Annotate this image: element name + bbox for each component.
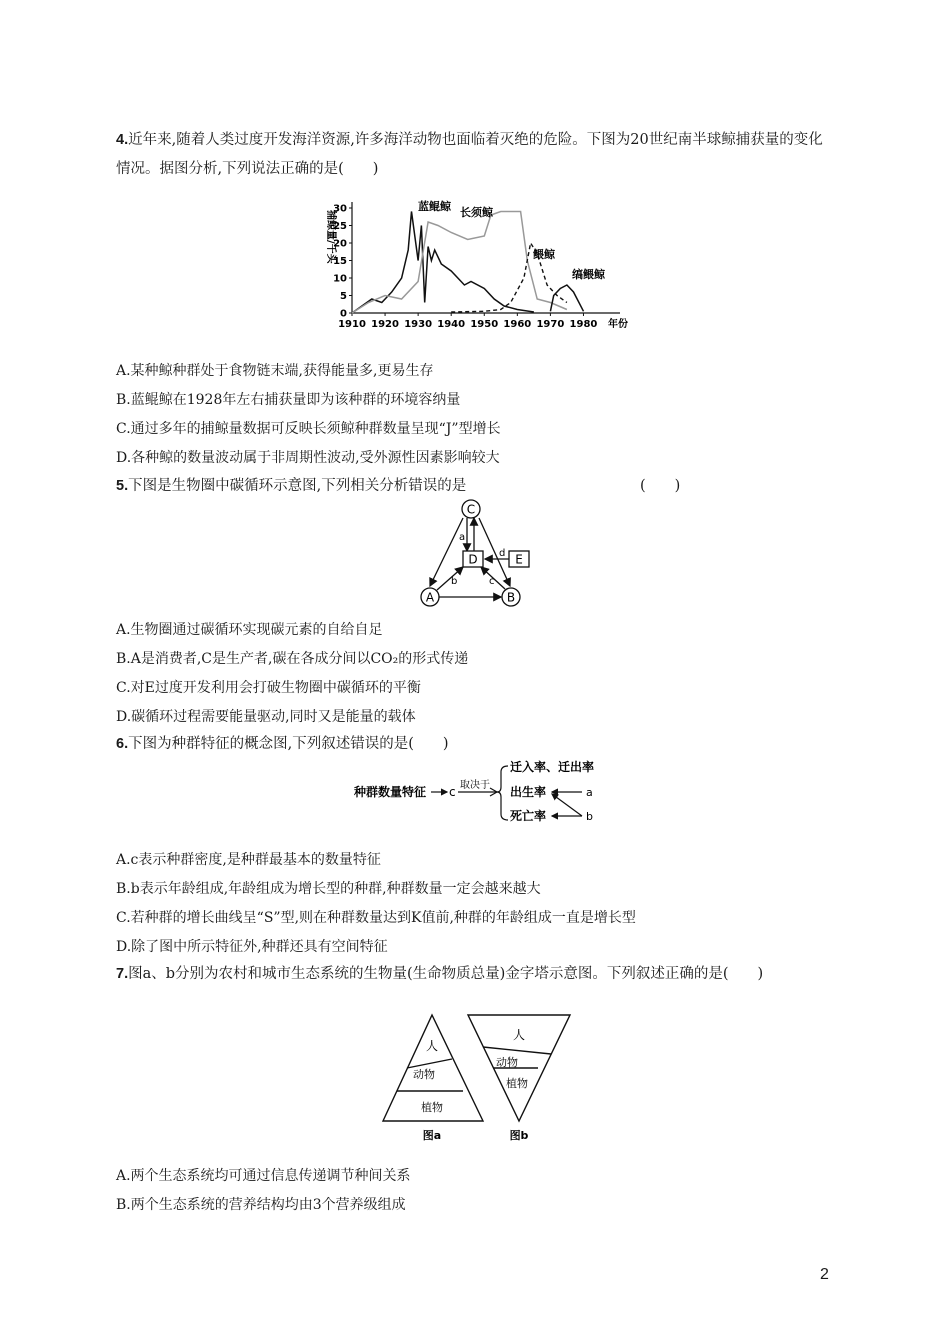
biomass-pyramids — [375, 1010, 580, 1150]
b-label: b — [586, 810, 593, 823]
pyramid-a-animal: 动物 — [413, 1068, 435, 1081]
question-stem: 图a、b分别为农村和城市生态系统的生物量(生命物质总量)金字塔示意图。下列叙述正确的是( ) — [128, 966, 764, 982]
question-6 — [116, 730, 836, 759]
y-tick-label: 20 — [333, 238, 347, 250]
arrow-c-to-a — [430, 518, 466, 586]
node-b-label: B — [506, 590, 516, 605]
x-tick-label: 1960 — [503, 319, 532, 330]
q6-option-a[interactable]: A.c表示种群密度,是种群最基本的数量特征 — [116, 852, 381, 868]
population-feature-label: 种群数量特征 — [354, 785, 427, 799]
pyramid-a-human: 人 — [425, 1039, 439, 1053]
x-tick-label: 1980 — [569, 319, 598, 330]
question-number: 6. — [116, 736, 129, 752]
q4-option-c[interactable]: C.通过多年的捕鲸量数据可反映长须鲸种群数量呈现“J”型增长 — [116, 421, 501, 437]
q5-option-c[interactable]: C.对E过度开发利用会打破生物圈中碳循环的平衡 — [116, 680, 421, 696]
series-annotation: 鳂鲸 — [533, 248, 555, 261]
migration-rate-label: 迁入率、迁出率 — [510, 760, 595, 774]
q7-option-a[interactable]: A.两个生态系统均可通过信息传递调节种间关系 — [116, 1168, 411, 1184]
question-4 — [116, 126, 836, 184]
answer-paren: ( ) — [640, 478, 681, 494]
y-axis-label: 捕鲸量/千头 — [325, 210, 336, 264]
question-5 — [116, 472, 836, 501]
question-7 — [116, 960, 836, 989]
series-annotation: 蓝鲲鲸 — [418, 200, 451, 213]
node-e-label: E — [515, 552, 523, 567]
q6-option-b[interactable]: B.b表示年龄组成,年龄组成为增长型的种群,种群数量一定会越来越大 — [116, 881, 541, 897]
series-line-3 — [550, 285, 583, 311]
whale-catch-chart — [325, 196, 640, 341]
series-line-1 — [352, 212, 567, 314]
q7-option-b[interactable]: B.两个生态系统的营养结构均由3个营养级组成 — [116, 1197, 406, 1213]
determined-by-label: 取决于 — [460, 780, 490, 791]
label-a: a — [459, 532, 466, 543]
question-number: 7. — [116, 966, 129, 982]
label-b: b — [451, 576, 458, 587]
y-tick-label: 0 — [340, 308, 347, 320]
series-annotation: 长须鲸 — [460, 206, 493, 219]
pyramid-b-caption: 图b — [509, 1129, 529, 1142]
q4-option-d[interactable]: D.各种鲸的数量波动属于非周期性波动,受外源性因素影响较大 — [116, 450, 500, 466]
arrow-b-to-birth — [552, 794, 582, 816]
c-label: c — [449, 785, 456, 799]
x-tick-label: 1920 — [371, 319, 399, 330]
q6-option-c[interactable]: C.若种群的增长曲线呈“S”型,则在种群数量达到K值前,种群的年龄组成一直是增长型 — [116, 910, 636, 926]
question-number: 4. — [116, 132, 129, 148]
pyramid-b-plant: 植物 — [506, 1077, 528, 1090]
node-d-label: D — [468, 552, 478, 567]
series-annotation: 缟鳂鲸 — [572, 268, 605, 281]
brace — [497, 766, 508, 820]
a-label: a — [586, 786, 593, 799]
label-d: d — [499, 548, 506, 559]
x-axis-label: 年份 — [608, 319, 628, 330]
x-tick-label: 1950 — [470, 319, 499, 330]
q6-option-d[interactable]: D.除了图中所示特征外,种群还具有空间特征 — [116, 939, 388, 955]
q5-option-b[interactable]: B.A是消费者,C是生产者,碳在各成分间以CO₂的形式传递 — [116, 651, 469, 667]
question-stem: 下图为种群特征的概念图,下列叙述错误的是( ) — [128, 736, 449, 752]
birth-rate-label: 出生率 — [510, 785, 547, 799]
q5-option-a[interactable]: A.生物圈通过碳循环实现碳元素的自给自足 — [116, 622, 383, 638]
y-tick-label: 15 — [333, 256, 347, 267]
pyramid-a-plant: 植物 — [421, 1101, 443, 1114]
node-a-label: A — [425, 590, 435, 605]
arrow-a-to-d — [437, 567, 463, 590]
pyramid-b-animal: 动物 — [496, 1056, 518, 1069]
y-tick-label: 10 — [333, 273, 347, 285]
node-c-label: C — [466, 502, 476, 517]
death-rate-label: 死亡率 — [510, 809, 547, 823]
x-tick-label: 1970 — [536, 319, 565, 330]
question-stem: 近年来,随着人类过度开发海洋资源,许多海洋动物也面临着灭绝的危险。下图为20世纪南半球鲸捕获量的变化情况。据图分析,下列说法正确的是( ) — [116, 132, 823, 177]
chart-series — [352, 212, 584, 314]
carbon-cycle-diagram — [415, 498, 540, 610]
q4-option-b[interactable]: B.蓝鲲鲸在1928年左右捕获量即为该种群的环境容纳量 — [116, 392, 461, 408]
question-stem: 下图是生物圈中碳循环示意图,下列相关分析错误的是 — [128, 478, 467, 494]
page-number: 2 — [820, 1266, 829, 1283]
x-tick-label: 1930 — [404, 319, 433, 330]
y-tick-label: 25 — [333, 221, 347, 232]
q4-option-a[interactable]: A.某种鲸种群处于食物链末端,获得能量多,更易生存 — [116, 363, 434, 379]
y-tick-label: 30 — [333, 203, 347, 215]
population-concept-map — [350, 758, 610, 828]
label-c: c — [489, 576, 495, 587]
pyramid-b-human: 人 — [512, 1028, 526, 1042]
y-tick-label: 5 — [340, 291, 347, 302]
q5-option-d[interactable]: D.碳循环过程需要能量驱动,同时又是能量的载体 — [116, 709, 416, 725]
x-tick-label: 1910 — [338, 319, 366, 330]
question-number: 5. — [116, 478, 129, 494]
pyramid-a-caption: 图a — [422, 1129, 442, 1142]
x-tick-label: 1940 — [437, 319, 466, 330]
